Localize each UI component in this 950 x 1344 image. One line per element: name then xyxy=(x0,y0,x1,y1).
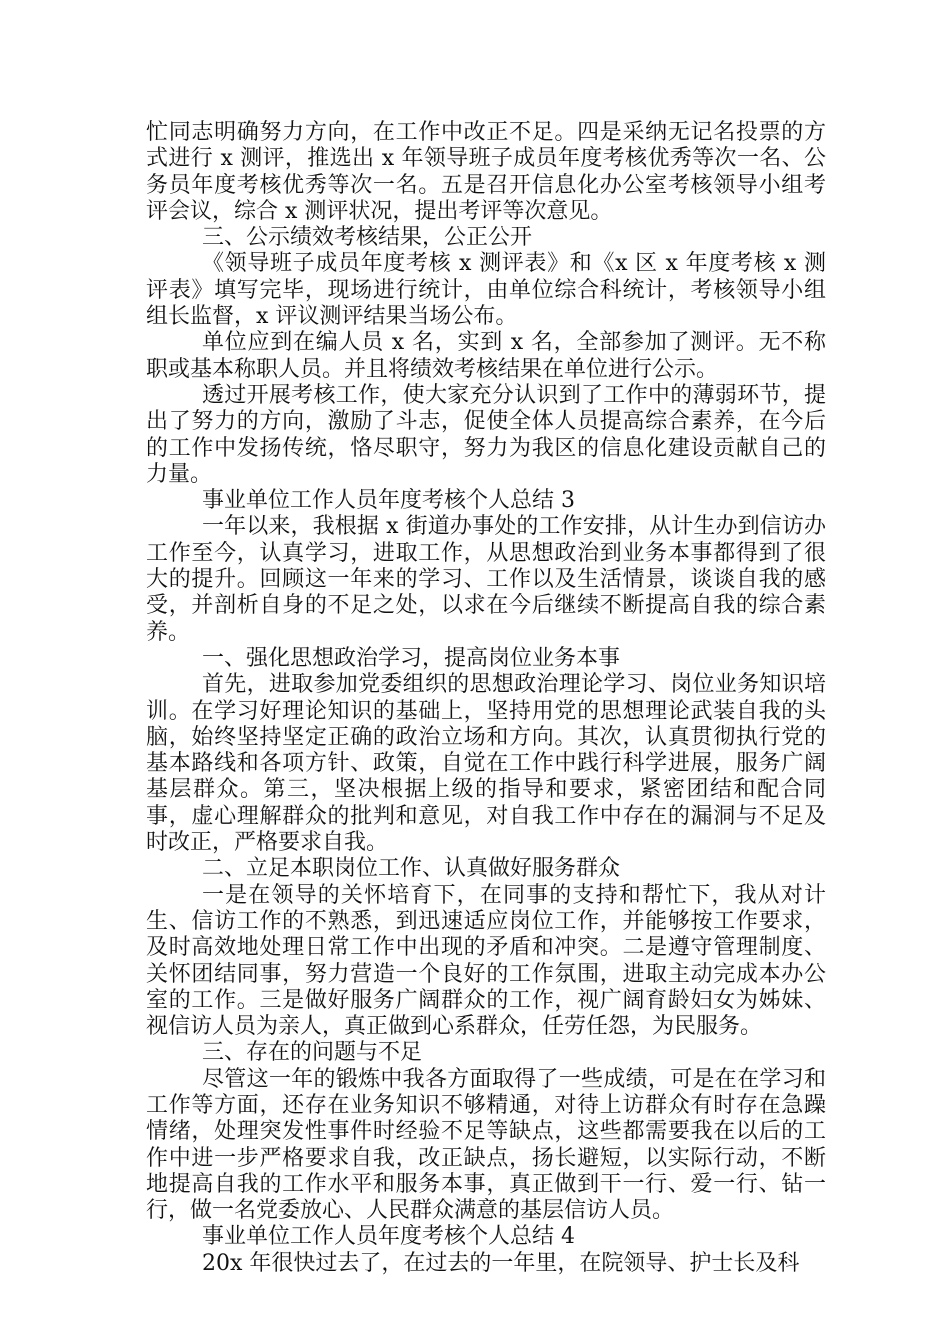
paragraph-evaluation-forms: 《领导班子成员年度考核 x 测评表》和《x 区 x 年度考核 x 测评表》填写完毕，现场进行统计，由单位综合科统计，考核领导小组组长监督，x 评议测评结果当场公布。 xyxy=(146,251,826,330)
paragraph-political-study: 首先，进取参加党委组织的思想政治理论学习、岗位业务知识培训。在学习好理论知识的基础上，坚持用党的思想理论武装自我的头脑，始终坚持坚定正确的政治立场和方向。其次，认真贯彻执行党的基本路线和各项方针、政策，自觉在工作中践行科学进展，服务广阔基层群众。第三，坚决根据上级的指导和要求，紧密团结和配合同事，虚心理解群众的批判和意见，对自我工作中存在的漏洞与不足及时改正，严格要求自我。 xyxy=(146,672,826,856)
paragraph-conclusion: 透过开展考核工作，使大家充分认识到了工作中的薄弱环节，提出了努力的方向，激励了斗志，促使全体人员提高综合素养，在今后的工作中发扬传统，恪尽职守，努力为我区的信息化建设贡献自己的力量。 xyxy=(146,382,826,487)
section-heading-political-study: 一、强化思想政治学习，提高岗位业务本事 xyxy=(202,645,621,671)
summary-title-3: 事业单位工作人员年度考核个人总结 3 xyxy=(202,488,575,514)
section-heading-serve-masses: 二、立足本职岗位工作、认真做好服务群众 xyxy=(202,856,621,882)
paragraph-intro-3: 一年以来，我根据 x 街道办事处的工作安排，从计生办到信访办工作至今，认真学习，进取工作，从思想政治到业务本事都得到了很大的提升。回顾这一年来的学习、工作以及生活情景，谈谈自我的感受，并剖析自身的不足之处，以求在今后继续不断提高自我的综合素养。 xyxy=(146,514,826,645)
paragraph-evaluation-methods: 忙同志明确努力方向，在工作中改正不足。四是采纳无记名投票的方式进行 x 测评，推选出 x 年领导班子成员年度考核优秀等次一名、公务员年度考核优秀等次一名。五是召开信息化办公室考核领导小组考评会议，综合 x 测评状况，提出考评等次意见。 xyxy=(146,120,826,224)
section-heading-publicize-results: 三、公示绩效考核结果，公正公开 xyxy=(202,225,533,251)
paragraph-intro-4: 20x 年很快过去了，在过去的一年里，在院领导、护士长及科 xyxy=(202,1250,800,1276)
summary-title-4: 事业单位工作人员年度考核个人总结 4 xyxy=(202,1224,575,1250)
paragraph-problems: 尽管这一年的锻炼中我各方面取得了一些成绩，可是在在学习和工作等方面，还存在业务知识不够精通，对待上访群众有时存在急躁情绪，处理突发性事件时经验不足等缺点，这些都需要我在以后的工作中进一步严格要求自我，改正缺点，扬长避短，以实际行动，不断地提高自我的工作水平和服务本事，真正做到干一行、爱一行、钻一行，做一名党委放心、人民群众满意的基层信访人员。 xyxy=(146,1066,826,1224)
section-heading-problems: 三、存在的问题与不足 xyxy=(202,1040,423,1066)
paragraph-serve-masses: 一是在领导的关怀培育下，在同事的支持和帮忙下，我从对计生、信访工作的不熟悉，到迅速适应岗位工作，并能够按工作要求，及时高效地处理日常工作中出现的矛盾和冲突。二是遵守管理制度、关怀团结同事，努力营造一个良好的工作氛围，进取主动完成本办公室的工作。三是做好服务广阔群众的工作，视广阔育龄妇女为姊妹、视信访人员为亲人，真正做到心系群众，任劳任怨，为民服务。 xyxy=(146,882,826,1040)
document-page xyxy=(146,120,826,1277)
paragraph-attendance: 单位应到在编人员 x 名，实到 x 名，全部参加了测评。无不称职或基本称职人员。并且将绩效考核结果在单位进行公示。 xyxy=(146,330,826,382)
